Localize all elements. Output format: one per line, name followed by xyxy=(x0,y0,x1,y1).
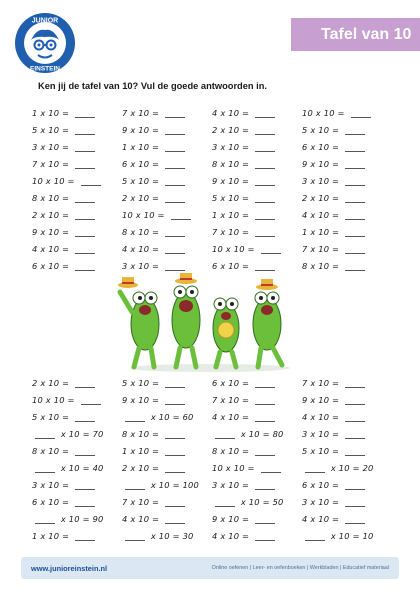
exercise-text: 6 x 10 = xyxy=(32,496,73,507)
exercise-item xyxy=(302,155,392,172)
exercise-text: 1 x 10 = xyxy=(212,209,253,220)
exercise-text: 7 x 10 = xyxy=(122,107,163,118)
answer-blank[interactable] xyxy=(261,244,281,254)
answer-blank[interactable] xyxy=(165,159,185,169)
frog-3 xyxy=(213,298,239,367)
answer-blank[interactable] xyxy=(255,395,275,405)
exercise-text: 1 x 10 = xyxy=(32,530,73,541)
exercise-item xyxy=(32,493,122,510)
exercise-text: 8 x 10 = xyxy=(122,226,163,237)
exercise-text: 2 x 10 = xyxy=(32,209,73,220)
exercise-item xyxy=(32,172,122,189)
answer-blank[interactable] xyxy=(345,159,365,169)
exercise-text: 9 x 10 = xyxy=(122,124,163,135)
exercise-text: 10 x 10 = xyxy=(212,243,258,254)
answer-blank[interactable] xyxy=(345,142,365,152)
exercise-grid-top xyxy=(32,104,392,274)
exercise-text: 3 x 10 = xyxy=(122,260,163,271)
exercise-text: 5 x 10 = xyxy=(302,124,343,135)
exercise-text: 1 x 10 = xyxy=(32,107,73,118)
answer-blank[interactable] xyxy=(345,261,365,271)
answer-blank[interactable] xyxy=(345,446,365,456)
exercise-text: 7 x 10 = xyxy=(302,377,343,388)
answer-blank[interactable] xyxy=(345,210,365,220)
frog-1 xyxy=(118,277,159,367)
exercise-text: x 10 = 20 xyxy=(328,462,374,473)
answer-blank[interactable] xyxy=(255,193,275,203)
exercise-text: x 10 = 30 xyxy=(148,530,194,541)
exercise-text: x 10 = 60 xyxy=(148,411,194,422)
instruction-text: Ken jij de tafel van 10? Vul de goede antwoorden in. xyxy=(38,81,268,91)
exercise-item xyxy=(32,425,122,442)
exercise-item xyxy=(32,138,122,155)
answer-blank[interactable] xyxy=(81,395,101,405)
exercise-item xyxy=(302,493,392,510)
exercise-item xyxy=(32,206,122,223)
answer-blank[interactable] xyxy=(255,412,275,422)
frog-4 xyxy=(253,279,282,367)
exercise-item xyxy=(32,442,122,459)
exercise-item xyxy=(212,121,302,138)
exercise-text: x 10 = 40 xyxy=(58,462,104,473)
answer-blank[interactable] xyxy=(345,497,365,507)
exercise-text: 7 x 10 = xyxy=(122,496,163,507)
answer-blank[interactable] xyxy=(35,463,55,473)
answer-blank[interactable] xyxy=(165,108,185,118)
answer-blank[interactable] xyxy=(255,210,275,220)
exercise-text: 3 x 10 = xyxy=(302,496,343,507)
exercise-grid-bottom xyxy=(32,374,392,544)
answer-blank[interactable] xyxy=(345,480,365,490)
answer-blank[interactable] xyxy=(215,497,235,507)
exercise-item xyxy=(212,493,302,510)
exercise-text: 3 x 10 = xyxy=(32,141,73,152)
footer-url-link[interactable]: www.junioreinstein.nl xyxy=(31,563,108,573)
answer-blank[interactable] xyxy=(75,227,95,237)
answer-blank[interactable] xyxy=(255,142,275,152)
exercise-item xyxy=(302,138,392,155)
exercise-text: 7 x 10 = xyxy=(32,158,73,169)
exercise-text: 10 x 10 = xyxy=(32,394,78,405)
answer-blank[interactable] xyxy=(165,497,185,507)
answer-blank[interactable] xyxy=(75,125,95,135)
exercise-text: 7 x 10 = xyxy=(302,243,343,254)
logo-bottom-word: EINSTEIN xyxy=(30,65,60,73)
answer-blank[interactable] xyxy=(75,480,95,490)
answer-blank[interactable] xyxy=(165,244,185,254)
exercise-text: 8 x 10 = xyxy=(32,192,73,203)
exercise-item xyxy=(122,374,212,391)
worksheet-title: Tafel van 10 xyxy=(291,18,420,51)
exercise-item xyxy=(212,155,302,172)
exercise-item xyxy=(302,510,392,527)
exercise-text: 6 x 10 = xyxy=(122,158,163,169)
answer-blank[interactable] xyxy=(345,176,365,186)
exercise-item xyxy=(302,206,392,223)
exercise-text: 3 x 10 = xyxy=(302,175,343,186)
exercise-text: 3 x 10 = xyxy=(32,479,73,490)
answer-blank[interactable] xyxy=(255,480,275,490)
exercise-item xyxy=(32,391,122,408)
exercise-item xyxy=(32,459,122,476)
answer-blank[interactable] xyxy=(75,108,95,118)
exercise-item xyxy=(212,425,302,442)
exercise-item xyxy=(32,527,122,544)
exercise-text: 6 x 10 = xyxy=(302,479,343,490)
answer-blank[interactable] xyxy=(165,514,185,524)
exercise-item xyxy=(212,391,302,408)
answer-blank[interactable] xyxy=(345,244,365,254)
answer-blank[interactable] xyxy=(345,227,365,237)
exercise-item xyxy=(212,459,302,476)
exercise-item xyxy=(302,425,392,442)
answer-blank[interactable] xyxy=(345,193,365,203)
exercise-item xyxy=(32,240,122,257)
exercise-item xyxy=(212,408,302,425)
footer-links[interactable]: Online oefenen | Leer- en oefenboeken | Werkbladen | Educatief materiaal xyxy=(211,565,389,571)
exercise-text: x 10 = 70 xyxy=(58,428,104,439)
exercise-text: 2 x 10 = xyxy=(212,124,253,135)
answer-blank[interactable] xyxy=(125,480,145,490)
exercise-item xyxy=(302,189,392,206)
exercise-item xyxy=(122,425,212,442)
answer-blank[interactable] xyxy=(255,378,275,388)
answer-blank[interactable] xyxy=(125,412,145,422)
exercise-text: 7 x 10 = xyxy=(212,226,253,237)
answer-blank[interactable] xyxy=(165,176,185,186)
exercise-text: 5 x 10 = xyxy=(212,192,253,203)
exercise-text: 6 x 10 = xyxy=(302,141,343,152)
exercise-item xyxy=(212,138,302,155)
exercise-item xyxy=(122,510,212,527)
exercise-item xyxy=(122,442,212,459)
answer-blank[interactable] xyxy=(255,159,275,169)
exercise-item xyxy=(212,374,302,391)
frog-2 xyxy=(172,273,200,367)
exercise-item xyxy=(302,476,392,493)
exercise-text: 1 x 10 = xyxy=(122,141,163,152)
exercise-item xyxy=(212,206,302,223)
exercise-item xyxy=(212,240,302,257)
answer-blank[interactable] xyxy=(345,378,365,388)
exercise-text: 10 x 10 = xyxy=(212,462,258,473)
exercise-item xyxy=(212,104,302,121)
exercise-text: 2 x 10 = xyxy=(122,192,163,203)
exercise-item xyxy=(122,476,212,493)
answer-blank[interactable] xyxy=(35,429,55,439)
answer-blank[interactable] xyxy=(345,125,365,135)
exercise-item xyxy=(122,189,212,206)
exercise-item xyxy=(212,223,302,240)
answer-blank[interactable] xyxy=(255,446,275,456)
exercise-item xyxy=(212,442,302,459)
exercise-text: 8 x 10 = xyxy=(212,158,253,169)
exercise-text: 2 x 10 = xyxy=(122,462,163,473)
exercise-text: 3 x 10 = xyxy=(212,141,253,152)
exercise-item xyxy=(302,442,392,459)
exercise-item xyxy=(122,138,212,155)
exercise-text: 5 x 10 = xyxy=(122,377,163,388)
answer-blank[interactable] xyxy=(75,531,95,541)
exercise-text: 1 x 10 = xyxy=(122,445,163,456)
exercise-text: 5 x 10 = xyxy=(32,411,73,422)
exercise-item xyxy=(302,527,392,544)
exercise-item xyxy=(32,189,122,206)
exercise-item xyxy=(122,408,212,425)
answer-blank[interactable] xyxy=(255,176,275,186)
exercise-text: 4 x 10 = xyxy=(122,243,163,254)
exercise-item xyxy=(302,223,392,240)
exercise-text: 5 x 10 = xyxy=(122,175,163,186)
exercise-item xyxy=(122,493,212,510)
answer-blank[interactable] xyxy=(81,176,101,186)
exercise-text: 9 x 10 = xyxy=(122,394,163,405)
exercise-text: 8 x 10 = xyxy=(32,445,73,456)
answer-blank[interactable] xyxy=(165,142,185,152)
answer-blank[interactable] xyxy=(255,531,275,541)
exercise-text: 4 x 10 = xyxy=(302,411,343,422)
answer-blank[interactable] xyxy=(255,125,275,135)
exercise-item xyxy=(32,408,122,425)
exercise-item xyxy=(212,172,302,189)
exercise-item xyxy=(122,155,212,172)
exercise-item xyxy=(212,476,302,493)
singing-frogs-illustration xyxy=(112,272,308,372)
answer-blank[interactable] xyxy=(165,125,185,135)
exercise-text: 4 x 10 = xyxy=(302,209,343,220)
answer-blank[interactable] xyxy=(75,244,95,254)
answer-blank[interactable] xyxy=(351,108,371,118)
exercise-item xyxy=(122,104,212,121)
exercise-text: 9 x 10 = xyxy=(302,158,343,169)
exercise-item xyxy=(122,527,212,544)
exercise-text: 3 x 10 = xyxy=(302,428,343,439)
answer-blank[interactable] xyxy=(75,412,95,422)
exercise-text: 4 x 10 = xyxy=(302,513,343,524)
exercise-text: 4 x 10 = xyxy=(212,530,253,541)
exercise-item xyxy=(302,459,392,476)
answer-blank[interactable] xyxy=(305,463,325,473)
answer-blank[interactable] xyxy=(305,531,325,541)
exercise-text: 6 x 10 = xyxy=(212,377,253,388)
exercise-item xyxy=(32,510,122,527)
answer-blank[interactable] xyxy=(165,227,185,237)
answer-blank[interactable] xyxy=(75,497,95,507)
answer-blank[interactable] xyxy=(255,514,275,524)
footer-bar xyxy=(21,557,399,579)
exercise-text: 9 x 10 = xyxy=(212,513,253,524)
exercise-item xyxy=(32,476,122,493)
exercise-item xyxy=(302,374,392,391)
exercise-text: 7 x 10 = xyxy=(212,394,253,405)
answer-blank[interactable] xyxy=(165,395,185,405)
answer-blank[interactable] xyxy=(255,261,275,271)
answer-blank[interactable] xyxy=(75,261,95,271)
answer-blank[interactable] xyxy=(215,429,235,439)
answer-blank[interactable] xyxy=(165,193,185,203)
answer-blank[interactable] xyxy=(35,514,55,524)
exercise-text: 8 x 10 = xyxy=(302,260,343,271)
exercise-item xyxy=(302,121,392,138)
junior-einstein-logo xyxy=(14,12,76,74)
exercise-item xyxy=(302,104,392,121)
exercise-item xyxy=(32,104,122,121)
answer-blank[interactable] xyxy=(345,514,365,524)
exercise-item xyxy=(122,223,212,240)
exercise-text: 4 x 10 = xyxy=(212,107,253,118)
exercise-text: 4 x 10 = xyxy=(212,411,253,422)
exercise-text: x 10 = 80 xyxy=(238,428,284,439)
exercise-text: x 10 = 90 xyxy=(58,513,104,524)
answer-blank[interactable] xyxy=(261,463,281,473)
answer-blank[interactable] xyxy=(345,412,365,422)
exercise-text: 9 x 10 = xyxy=(212,175,253,186)
answer-blank[interactable] xyxy=(255,227,275,237)
exercise-item xyxy=(32,374,122,391)
exercise-item xyxy=(302,240,392,257)
exercise-text: 10 x 10 = xyxy=(32,175,78,186)
exercise-item xyxy=(212,510,302,527)
exercise-text: 8 x 10 = xyxy=(122,428,163,439)
answer-blank[interactable] xyxy=(75,446,95,456)
exercise-text: x 10 = 10 xyxy=(328,530,374,541)
exercise-item xyxy=(122,172,212,189)
answer-blank[interactable] xyxy=(75,159,95,169)
exercise-text: 5 x 10 = xyxy=(302,445,343,456)
answer-blank[interactable] xyxy=(255,108,275,118)
answer-blank[interactable] xyxy=(125,531,145,541)
exercise-item xyxy=(212,527,302,544)
exercise-text: 2 x 10 = xyxy=(32,377,73,388)
exercise-item xyxy=(32,257,122,274)
exercise-text: 10 x 10 = xyxy=(302,107,348,118)
exercise-text: 1 x 10 = xyxy=(302,226,343,237)
exercise-text: 4 x 10 = xyxy=(122,513,163,524)
answer-blank[interactable] xyxy=(75,210,95,220)
answer-blank[interactable] xyxy=(165,261,185,271)
exercise-text: 9 x 10 = xyxy=(32,226,73,237)
exercise-text: 6 x 10 = xyxy=(32,260,73,271)
exercise-text: 9 x 10 = xyxy=(302,394,343,405)
answer-blank[interactable] xyxy=(75,378,95,388)
answer-blank[interactable] xyxy=(75,193,95,203)
logo-top-word: JUNIOR xyxy=(31,17,59,25)
answer-blank[interactable] xyxy=(165,463,185,473)
exercise-text: 2 x 10 = xyxy=(302,192,343,203)
exercise-item xyxy=(122,459,212,476)
answer-blank[interactable] xyxy=(165,446,185,456)
answer-blank[interactable] xyxy=(165,378,185,388)
exercise-item xyxy=(122,240,212,257)
exercise-item xyxy=(32,121,122,138)
exercise-item xyxy=(122,121,212,138)
exercise-text: 5 x 10 = xyxy=(32,124,73,135)
exercise-item xyxy=(122,391,212,408)
exercise-text: 8 x 10 = xyxy=(212,445,253,456)
exercise-text: 10 x 10 = xyxy=(122,209,168,220)
exercise-text: x 10 = 50 xyxy=(238,496,284,507)
answer-blank[interactable] xyxy=(171,210,191,220)
answer-blank[interactable] xyxy=(345,395,365,405)
exercise-item xyxy=(32,223,122,240)
answer-blank[interactable] xyxy=(75,142,95,152)
exercise-item xyxy=(302,257,392,274)
exercise-text: 3 x 10 = xyxy=(212,479,253,490)
exercise-text: x 10 = 100 xyxy=(148,479,200,490)
exercise-item xyxy=(32,155,122,172)
exercise-text: 6 x 10 = xyxy=(212,260,253,271)
answer-blank[interactable] xyxy=(345,429,365,439)
exercise-item xyxy=(302,408,392,425)
exercise-text: 4 x 10 = xyxy=(32,243,73,254)
exercise-item xyxy=(302,172,392,189)
exercise-item xyxy=(302,391,392,408)
exercise-item xyxy=(212,189,302,206)
exercise-item xyxy=(122,206,212,223)
answer-blank[interactable] xyxy=(165,429,185,439)
